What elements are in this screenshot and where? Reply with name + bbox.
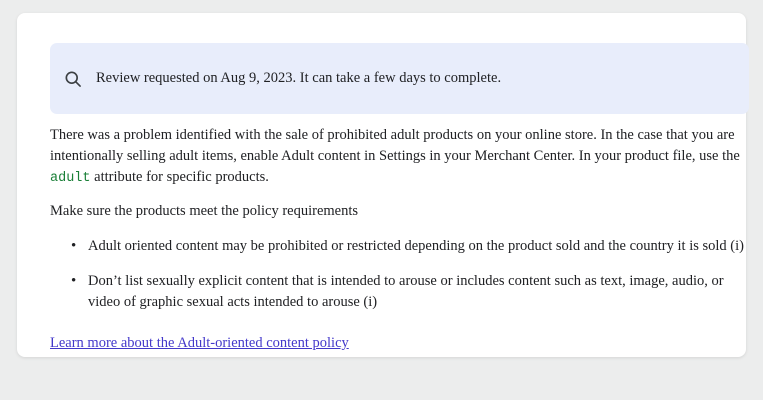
policy-requirements-heading: Make sure the products meet the policy requirements — [50, 203, 359, 219]
issue-description-part2: attribute for specific products. — [90, 169, 269, 185]
issue-description-part1: There was a problem identified with the sale of prohibited adult products on your online store. In the case that you are intentionally selling adult items, enable Adult content in Settings in your Merchant Center. In your product file, use the — [50, 127, 740, 164]
learn-more-link[interactable]: Learn more about the Adult-oriented content policy — [50, 335, 349, 351]
review-status-banner — [50, 43, 749, 114]
policy-bullet-list — [50, 236, 750, 313]
issue-description — [50, 125, 750, 189]
review-status-text: Review requested on Aug 9, 2023. It can take a few days to complete. — [96, 70, 502, 86]
policy-body — [50, 125, 750, 352]
content-card — [17, 13, 746, 357]
adult-attribute-code: adult — [50, 171, 91, 186]
list-item: • Don’t list sexually explicit content that is intended to arouse or includes content such as text, image, audio, or video of graphic sexual acts intended to arouse (i) — [88, 271, 750, 313]
list-item: • Adult oriented content may be prohibited or restricted depending on the product sold and the country it is sold (i) — [88, 236, 750, 257]
search-icon — [50, 69, 96, 89]
